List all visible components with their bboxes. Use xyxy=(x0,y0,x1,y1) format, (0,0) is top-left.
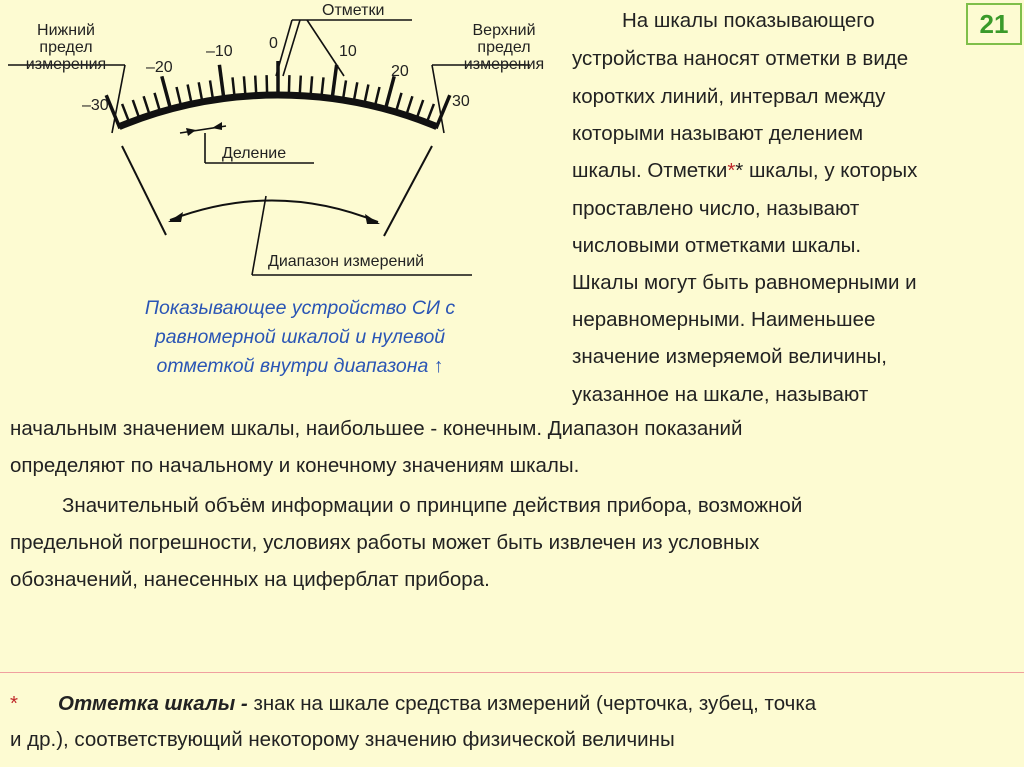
footnote-term: Отметка шкалы - xyxy=(58,692,248,715)
page-number: 21 xyxy=(966,3,1022,45)
range-arrow-right-head xyxy=(365,214,380,224)
footnote-star: * xyxy=(10,692,18,715)
marks-leader-2 xyxy=(283,20,300,76)
text-line: шкалы. Отметки** шкалы, у которых xyxy=(572,159,918,182)
scale-number: 10 xyxy=(339,43,357,60)
text-line: обозначений, нанесенных на циферблат прибора. xyxy=(10,568,490,591)
division-label: Деление xyxy=(222,145,287,162)
text-line: Шкалы могут быть равномерными и xyxy=(572,271,917,294)
footnote-text: и др.), соответствующий некоторому значению физической величины xyxy=(10,728,675,751)
footnote-star: * xyxy=(727,159,736,182)
footnote xyxy=(10,686,1018,758)
text-line: коротких линий, интервал между xyxy=(572,85,886,108)
text-line: значение измеряемой величины, xyxy=(572,345,887,368)
range-arrow-left-head xyxy=(168,212,183,222)
text-line: устройства наносят отметки в виде xyxy=(572,47,909,70)
range-leader xyxy=(252,196,266,275)
text-line: неравномерными. Наименьшее xyxy=(572,308,876,331)
scale-number: 20 xyxy=(391,63,409,80)
text-line: начальным значением шкалы, наибольшее - конечным. Диапазон показаний xyxy=(10,417,743,440)
text-line: определяют по начальному и конечному значениям шкалы. xyxy=(10,454,580,477)
range-label: Диапазон измерений xyxy=(268,253,425,270)
text-line: Значительный объём информации о принципе действия прибора, возможной xyxy=(62,494,803,517)
diagram-caption: Показывающее устройство СИ с равномерной шкалой и нулевой отметкой внутри диапазона ↑ xyxy=(144,297,456,377)
division-arrow-right xyxy=(212,122,222,130)
marks-leader-1 xyxy=(276,20,292,76)
scale-number: –10 xyxy=(206,43,233,60)
scale-number: 30 xyxy=(452,93,470,110)
footnote-text: знак на шкале средства измерений (черточка, зубец, точка xyxy=(247,692,817,715)
scale-number: 0 xyxy=(269,35,278,52)
text-line: которыми называют делением xyxy=(572,122,864,145)
range-left-line xyxy=(122,146,166,235)
text-line: числовыми отметками шкалы. xyxy=(572,234,862,257)
lower-limit-label: Нижний предел измерения xyxy=(25,22,107,73)
text-line: указанное на шкале, называют xyxy=(572,383,869,406)
marks-label: Отметки xyxy=(322,2,385,19)
division-arrow-left xyxy=(186,128,196,136)
scale-number: –20 xyxy=(146,59,173,76)
upper-limit-label: Верхний предел измерения xyxy=(463,22,545,73)
text-line: На шкалы показывающего xyxy=(622,9,875,32)
range-arrow xyxy=(170,200,378,222)
range-right-line xyxy=(384,146,432,236)
footer-divider xyxy=(0,672,1024,673)
scale-number: –30 xyxy=(82,97,109,114)
text-line: проставлено число, называют xyxy=(572,197,860,220)
text-line: предельной погрешности, условиях работы может быть извлечен из условных xyxy=(10,531,760,554)
